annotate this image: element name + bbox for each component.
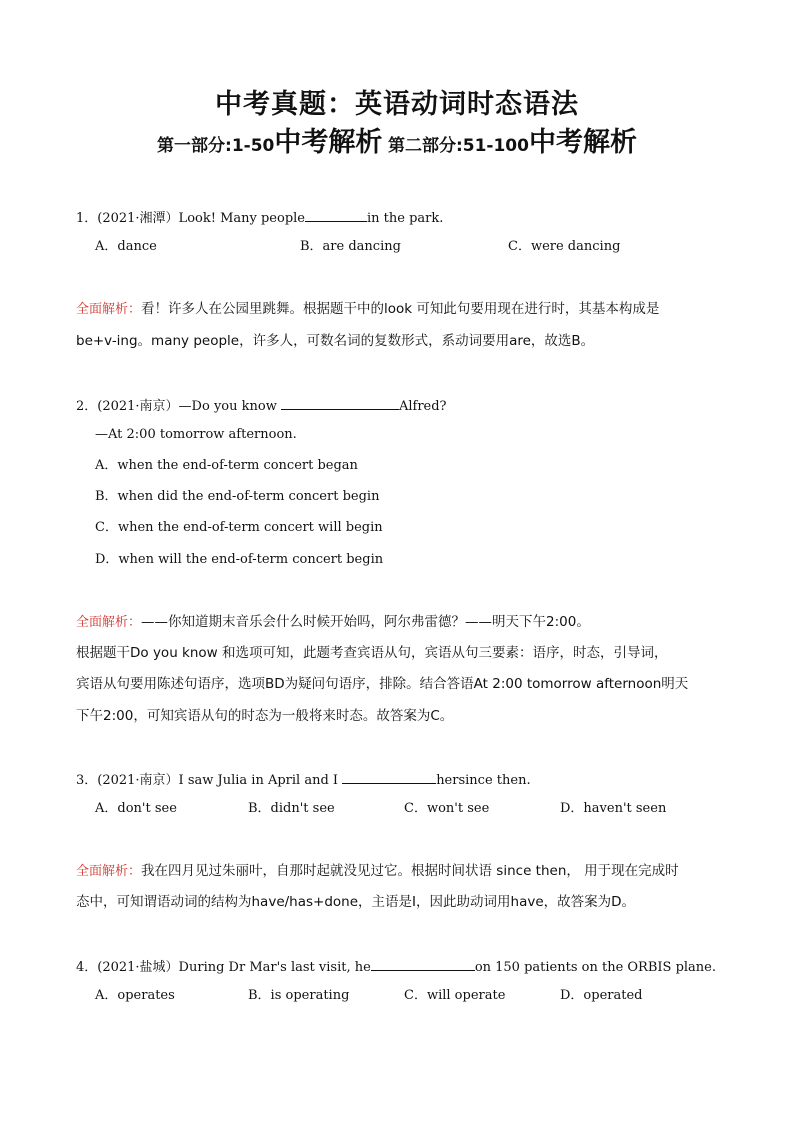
question-stem-text: on 150 patients on the ORBIS plane.: [474, 960, 716, 975]
question-3-analysis-line-2: 态中，可知谓语动词的结构为have/has+done，主语是I，因此助动词用have，故答案为D。: [76, 894, 636, 910]
subtitle-part2-label: 中考解析: [528, 127, 637, 158]
question-2-option-d: D．when will the end-of-term concert begin: [95, 552, 384, 567]
question-stem-text: 3．(2021·南京）I saw Julia in April and I: [76, 773, 339, 788]
question-2-reply: —At 2:00 tomorrow afternoon.: [95, 427, 297, 442]
question-stem-text: 2．(2021·南京）—Do you know: [76, 399, 277, 414]
question-1-option-a: A．dance: [95, 239, 157, 254]
question-3-stem: [76, 769, 531, 790]
page-title: 中考真题：英语动词时态语法: [215, 89, 579, 120]
question-2-option-a: A．when the end-of-term concert began: [95, 458, 358, 473]
subtitle-part1-range: 第一部分:1-50: [157, 136, 275, 156]
question-4-option-b: B．is operating: [248, 988, 350, 1003]
question-2-option-c: C．when the end-of-term concert will begin: [95, 520, 383, 535]
page-subtitle: [0, 120, 794, 159]
answer-blank: [342, 769, 436, 784]
question-2-analysis-line-4: 下午2:00，可知宾语从句的时态为一般将来时态。故答案为C。: [76, 708, 454, 724]
question-3-option-a: A．don't see: [95, 801, 177, 816]
question-4-option-d: D．operated: [560, 988, 643, 1003]
question-stem-text: Alfred?: [398, 399, 447, 414]
question-1-option-b: B．are dancing: [300, 239, 401, 254]
answer-blank: [305, 207, 367, 222]
question-stem-text: in the park.: [367, 211, 444, 226]
question-2-stem: [76, 395, 447, 416]
question-2-analysis-line-3: 宾语从句要用陈述句语序，选项BD为疑问句语序，排除。结合答语At 2:00 tomorrow afternoon明天: [76, 676, 689, 692]
question-stem-text: hersince then.: [436, 773, 531, 788]
question-3-option-d: D．haven't seen: [560, 801, 667, 816]
answer-blank: [281, 395, 399, 410]
analysis-label: 全面解析：: [76, 864, 142, 879]
question-4-option-c: C．will operate: [404, 988, 506, 1003]
subtitle-part1-label: 中考解析: [274, 127, 383, 158]
question-4-option-a: A．operates: [95, 988, 175, 1003]
analysis-label: 全面解析：: [76, 302, 142, 317]
question-2-analysis-line-1: 全面解析：——你知道期末音乐会什么时候开始吗，阿尔弗雷德？——明天下午2:00。: [76, 614, 590, 630]
question-4-stem: [76, 956, 716, 977]
question-1-option-c: C．were dancing: [508, 239, 621, 254]
question-stem-text: 1．(2021·湘潭）Look! Many people: [76, 211, 306, 226]
question-3-option-b: B．didn't see: [248, 801, 335, 816]
question-1-analysis-line-1: 全面解析：看！许多人在公园里跳舞。根据题干中的look 可知此句要用现在进行时，其基本构成是: [76, 301, 660, 317]
question-3-option-c: C．won't see: [404, 801, 490, 816]
question-3-analysis-line-1: 全面解析：我在四月见过朱丽叶，自那时起就没见过它。根据时间状语 since then， 用于现在完成时: [76, 863, 679, 879]
analysis-label: 全面解析：: [76, 615, 142, 630]
subtitle-part2-range: 第二部分:51-100: [387, 136, 529, 156]
question-stem-text: 4．(2021·盐城）During Dr Mar's last visit, he: [76, 960, 371, 975]
answer-blank: [371, 956, 475, 971]
question-1-analysis-line-2: be+v-ing。many people，许多人，可数名词的复数形式，系动词要用are，故选B。: [76, 333, 595, 349]
question-1-stem: [76, 207, 443, 228]
question-2-option-b: B．when did the end-of-term concert begin: [95, 489, 380, 504]
question-2-analysis-line-2: 根据题干Do you know 和选项可知，此题考查宾语从句，宾语从句三要素：语序，时态，引导词，: [76, 645, 668, 661]
